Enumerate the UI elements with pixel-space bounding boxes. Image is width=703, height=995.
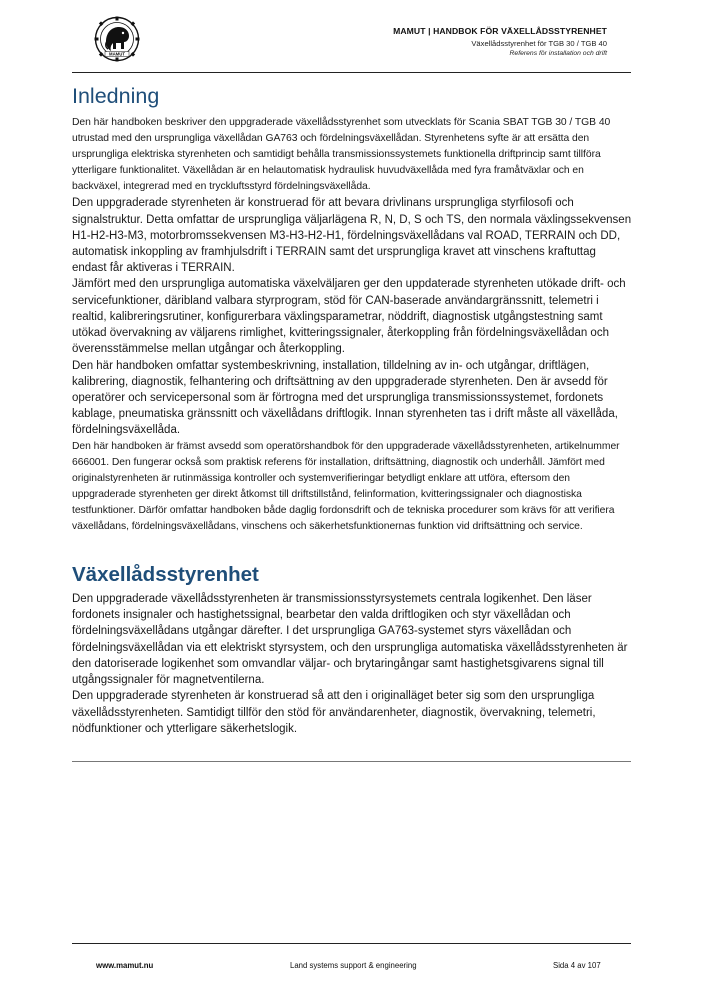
footer-website: www.mamut.nu xyxy=(96,961,154,970)
page-content xyxy=(72,82,632,737)
intro-paragraph-5: Den här handboken är främst avsedd som operatörshandbok för den uppgraderade växellådsstyrenheten, artikelnummer 666001. Den fungerar också som praktisk referens för installation, driftsättning, diagnostik och underhåll. Jämfört med originalstyrenheten är rutinmässiga kontroller och systemverifieringar betydligt enklare att utföra, eftersom den uppgraderade styrenheten ger direkt åtkomst till driftstillstånd, felinformation, kvitteringssignaler och diagnostiska testfunktioner. Därför omfattar handboken både daglig fordonsdrift och de tekniska procedurer som krävs för att verifiera växellådans, fördelningsväxellådans, vinschens och säkerhetsfunktionernas funktion vid driftsättning och service. xyxy=(72,440,620,532)
page-header xyxy=(393,26,607,58)
document-subtitle: Växellådsstyrenhet för TGB 30 / TGB 40 xyxy=(471,39,607,48)
document-title: MAMUT | HANDBOK FÖR VÄXELLÅDSSTYRENHET xyxy=(393,26,607,36)
footer-page-number: Sida 4 av 107 xyxy=(553,961,601,970)
footer-tagline: Land systems support & engineering xyxy=(290,961,417,970)
intro-paragraph-1: Den här handboken beskriver den uppgraderade växellådsstyrenhet som utvecklats för Scania SBAT TGB 30 / TGB 40 utrustad med den ursprungliga växellådan GA763 och fördelningsväxellådan. Styrenhetens syfte är att ersätta den ursprungliga elektriska styrenheten och samtidigt behålla transmissionssystemets funktionella driftprincip samt tillföra ytterligare funktionalitet. Växellådan är en helautomatisk hydraulisk huvudväxellåda med fyra framåtväxlar och en backväxel, integrerad med en tryckluftsstyrd fördelningsväxellåda. xyxy=(72,117,611,193)
intro-heading: Inledning xyxy=(72,84,160,108)
section-paragraph-2: Den uppgraderade styrenheten är konstruerad så att den i originalläget beter sig som den ursprungliga växellådsstyrenheten. Samtidigt tillför den stöd för användarenheter, diagnostik, övervakning, telemetri, nödfunktioner och ytterligare säkerhetslogik. xyxy=(72,690,596,735)
logo-text: MAMUT xyxy=(109,51,125,57)
intro-paragraph-2: Den uppgraderade styrenheten är konstruerad för att bevara drivlinans ursprungliga styrfilosofi och signalstruktur. Detta omfattar de ursprungliga väljarlägena R, N, D, S och TS, den normala växlingssekvensen H1-H2-H3-M3, motorbromssekvensen M3-H3-H2-H1, fördelningsväxellådans val ROAD, TERRAIN och DD, automatisk inkoppling av framhjulsdrift i TERRAIN samt det ursprungliga kravet att vinschens kraftuttag endast får aktiveras i TERRAIN. xyxy=(72,197,632,275)
intro-paragraph-4: Den här handboken omfattar systembeskrivning, installation, tilldelning av in- och utgångar, driftlägen, kalibrering, diagnostik, felhantering och driftsättning av den uppgraderade styrenheten. Den är avsedd för operatörer och servicepersonal som är förtrogna med det ursprungliga transmissionssystemet, fordonets kablage, pneumatiska gränssnitt och växellådans driftlogik. Innan styrenheten tas i drift måste all växellåda, fördelningsväxellåda. xyxy=(72,359,618,437)
section-heading: Växellådsstyrenhet xyxy=(72,563,259,587)
header-divider xyxy=(72,72,631,73)
mamut-logo xyxy=(94,16,140,62)
document-subtitle-2: Referens för installation och drift xyxy=(509,50,607,57)
footer-divider xyxy=(72,943,631,944)
section-paragraph-1: Den uppgraderade växellådsstyrenheten är transmissionsstyrsystemets centrala logikenhet. Den läser fordonets insignaler och hastighetssignal, bearbetar den valda driftlogiken och styr växellådan och fördelningsväxellådans utgångar därefter. I det ursprungliga GA763-systemet styrs växellådan och fördelningsväxellådan via ett elektriskt styrsystem, och den ursprungliga automatiska växellådsstyrenheten är den datoriserade logikenhet som omvandlar väljar- och brytaringångar samt hastighetsgivarens signal till utgångssignaler för magnetventilerna. xyxy=(72,593,628,687)
section-divider xyxy=(72,761,631,762)
intro-paragraph-3: Jämfört med den ursprungliga automatiska växelväljaren ger den uppdaterade styrenheten utökade drift- och servicefunktioner, däribland valbara styrprogram, stöd för CAN-baserade användargränssnitt, telemetri i realtid, kalibreringsrutiner, konfigurerbara växlingsparametrar, nöddrift, diagnostisk utgångstestning samt utökad övervakning av väljarens rimlighet, kvitteringssignaler, återkoppling från fördelningsväxellådan och överensstämmelse mellan utgångar och återkoppling. xyxy=(72,278,626,356)
